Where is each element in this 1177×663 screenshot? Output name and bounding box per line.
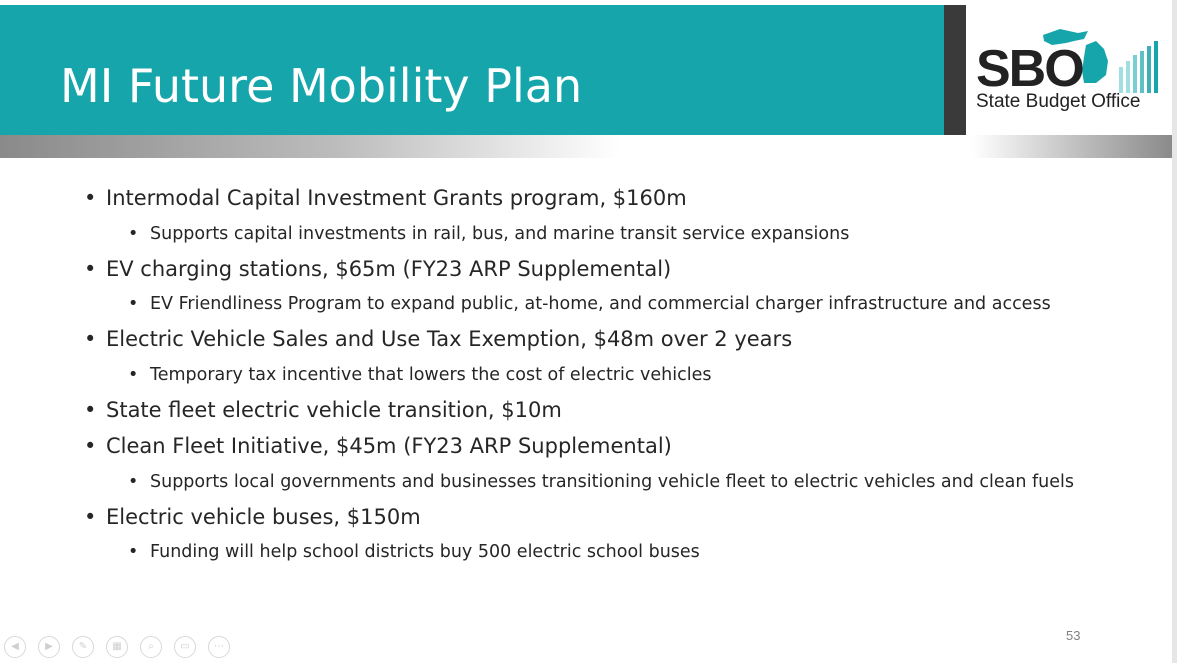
sub-bullet-text: Supports capital investments in rail, bus, and marine transit service expansions xyxy=(150,224,850,244)
bullet-text: State fleet electric vehicle transition, $10m xyxy=(106,398,562,422)
sub-bullet-text: Funding will help school districts buy 500 electric school buses xyxy=(150,542,700,562)
bullet-item: • Intermodal Capital Investment Grants program, $160m xyxy=(84,186,687,210)
logo-acronym: SBO xyxy=(976,40,1083,98)
next-icon[interactable]: ▶ xyxy=(38,636,60,658)
subtitles-icon[interactable]: ▭ xyxy=(174,636,196,658)
pen-icon[interactable]: ✎ xyxy=(72,636,94,658)
more-icon[interactable]: ⋯ xyxy=(208,636,230,658)
bullet-item: • EV charging stations, $65m (FY23 ARP Supplemental) xyxy=(84,257,672,281)
bullet-text: Clean Fleet Initiative, $45m (FY23 ARP Supplemental) xyxy=(106,434,672,458)
sub-bullet-item: • Funding will help school districts buy 500 electric school buses xyxy=(128,542,700,562)
sub-bullet-item: • Temporary tax incentive that lowers the cost of electric vehicles xyxy=(128,365,712,385)
slide-title: MI Future Mobility Plan xyxy=(60,59,583,113)
bullet-text: EV charging stations, $65m (FY23 ARP Supplemental) xyxy=(106,257,672,281)
bullet-text: Electric Vehicle Sales and Use Tax Exemption, $48m over 2 years xyxy=(106,327,793,351)
sub-bullet-item: • Supports local governments and businesses transitioning vehicle fleet to electric vehicles and clean fuels xyxy=(128,472,1075,492)
window-edge xyxy=(1172,0,1177,663)
bullet-item: • State fleet electric vehicle transition, $10m xyxy=(84,398,562,422)
logo-subtitle: State Budget Office xyxy=(976,91,1141,112)
sub-bullet-text: Supports local governments and businesses transitioning vehicle fleet to electric vehicles and clean fuels xyxy=(150,472,1075,492)
bullet-item: • Electric Vehicle Sales and Use Tax Exemption, $48m over 2 years xyxy=(84,327,793,351)
bullet-item: • Electric vehicle buses, $150m xyxy=(84,505,421,529)
sub-bullet-text: EV Friendliness Program to expand public, at-home, and commercial charger infrastructure and access xyxy=(150,294,1051,314)
bullet-text: Intermodal Capital Investment Grants program, $160m xyxy=(106,186,687,210)
sub-bullet-text: Temporary tax incentive that lowers the cost of electric vehicles xyxy=(150,365,712,385)
page-number: 53 xyxy=(1066,628,1081,643)
sub-bullet-item: • EV Friendliness Program to expand public, at-home, and commercial charger infrastructure and access xyxy=(128,294,1051,314)
zoom-icon[interactable]: ⌕ xyxy=(140,636,162,658)
bullet-item: • Clean Fleet Initiative, $45m (FY23 ARP Supplemental) xyxy=(84,434,672,458)
slides-icon[interactable]: ▦ xyxy=(106,636,128,658)
sub-bullet-item: • Supports capital investments in rail, bus, and marine transit service expansions xyxy=(128,224,850,244)
previous-icon[interactable]: ◀ xyxy=(4,636,26,658)
bullet-text: Electric vehicle buses, $150m xyxy=(106,505,421,529)
